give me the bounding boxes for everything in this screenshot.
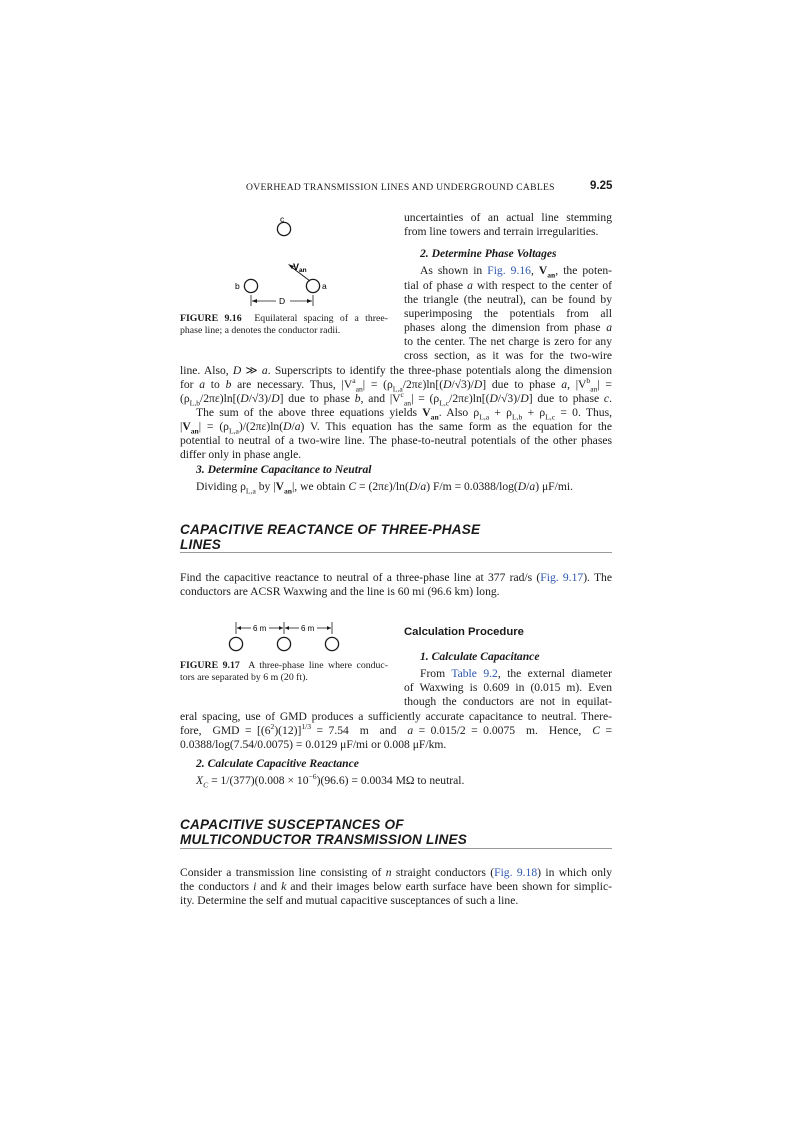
section-title-reactance: CAPACITIVE REACTANCE OF THREE-PHASE LINES (180, 522, 481, 552)
step2-full-line-4: The sum of the above three equations yields $V_{an}$. Also $\rho_{L,a} + \rho_{L,b} + \rho_{L,c} = 0$. Thus, (196, 406, 613, 422)
conductor-1 (229, 637, 242, 650)
step2-line-6: to the center. The net charge is zero for any (404, 335, 612, 348)
step2-line-2: tial of phase a with respect to the center of (404, 279, 612, 292)
calc-step-2-text: $X_C = 1/(377)(0.008 \times 10^{-6})(96.6) = 0.0034$ MΩ to neutral. (196, 772, 465, 790)
conductor-a (306, 279, 319, 292)
conductor-c (277, 222, 290, 235)
susceptance-line-2: the conductors i and k and their images below earth surface have been shown for simplic- (180, 880, 612, 893)
figure-9-17-caption: FIGURE 9.17 A three-phase line where conduc- tors are separated by 6 m (20 ft). (180, 660, 389, 684)
section-rule-2 (180, 848, 612, 849)
step2-line-5: phases along the dimension from phase a (404, 321, 612, 334)
table-9-2-link[interactable]: Table 9.2 (451, 667, 498, 680)
calculation-procedure-heading: Calculation Procedure (404, 626, 524, 638)
calc-full-line-3: 0.0388/log(7.54/0.0075) = 0.0129 μF/mi or 0.008 μF/km. (180, 738, 447, 751)
fig-9-16-link[interactable]: Fig. 9.16 (487, 264, 531, 277)
step2-full-line-2: for a to b are necessary. Thus, $|V^a_{an}| = (\rho_{L,a}/2\pi\varepsilon)\ln[(D/√3)/D]$ due to phase a, $|V^b_{an}|$ = (180, 376, 612, 394)
page-number: 9.25 (590, 180, 613, 192)
calc-step1-line-2: of Waxwing is 0.609 in (0.015 m). Even (404, 681, 612, 694)
step2-full-line-3: $(\rho_{L,b}/2\pi\varepsilon)\ln[(D/√3)/D]$ due to phase b, and $|V^c_{an}| = (\rho_{L,c}/2\pi\varepsilon)\ln[(D/√3)/D]$ due to phase c. (180, 390, 612, 408)
calc-full-line-2: fore, GMD = $[(6^2)(12)]^{1/3} = 7.54$ m and a = 0.015/2 = 0.0075 m. Hence, C = (180, 722, 612, 737)
step2-line-4: superimposing the potentials from all (404, 307, 612, 320)
step2-full-line-1: line. Also, D ≫ a. Superscripts to identify the three-phase potentials along the dimension (180, 364, 612, 377)
figure-9-17 (225, 620, 345, 662)
figure-9-16 (222, 210, 347, 312)
intro-line-1: uncertainties of an actual line stemming (404, 211, 612, 224)
running-header: OVERHEAD TRANSMISSION LINES AND UNDERGROUND CABLES (246, 182, 555, 193)
fig916-dim-d: D (279, 296, 286, 306)
step2-line-7: cross section, as it was for the two-wire (404, 349, 612, 362)
intro-line-2: from line towers and terrain irregularities. (404, 225, 599, 238)
fig917-dim-1: 6 m (253, 624, 267, 633)
conductor-2 (277, 637, 290, 650)
calc-step1-line-1: From Table 9.2, the external diameter (420, 667, 612, 680)
fig916-label-a: a (322, 281, 327, 291)
fig916-label-c: c (280, 214, 285, 224)
step-3-heading: 3. Determine Capacitance to Neutral (196, 463, 372, 476)
susceptance-line-3: ity. Determine the self and mutual capacitive susceptances of such a line. (180, 894, 519, 907)
step2-full-line-6: potential to neutral of a two-wire line. The phase-to-neutral potentials of the other phases (180, 434, 612, 447)
problem-line-1: Find the capacitive reactance to neutral of a three-phase line at 377 rad/s (Fig. 9.17). The (180, 571, 613, 584)
susceptance-line-1: Consider a transmission line consisting of n straight conductors (Fig. 9.18) in which only (180, 866, 613, 879)
calc-step-1-heading: 1. Calculate Capacitance (420, 650, 540, 663)
step2-full-line-5: $|V_{an}| = (\rho_{L,a})/(2\pi\varepsilon)\ln(D/a)$ V. This equation has the same form as the equation for the (180, 420, 612, 436)
fig917-dim-2: 6 m (301, 624, 315, 633)
step-3-text: Dividing $\rho_{L,a}$ by $|V_{an}|$, we obtain C = (2πε)/ln(D/a) F/m = 0.0388/log(D/a) μF/mi. (196, 480, 573, 496)
fig916-label-b: b (235, 281, 240, 291)
fig-9-18-link[interactable]: Fig. 9.18 (494, 866, 538, 879)
figure-9-16-caption: FIGURE 9.16 Equilateral spacing of a three- phase line; a denotes the conductor radii. (180, 313, 388, 337)
conductor-b (244, 279, 257, 292)
step-2-heading: 2. Determine Phase Voltages (420, 247, 557, 260)
calc-step1-line-3: though the conductors are not in equilat- (404, 695, 612, 708)
step2-full-line-7: differ only in phase angle. (180, 448, 302, 461)
fig916-label-van: $V_{an}$ (293, 262, 307, 274)
problem-line-2: conductors are ACSR Waxwing and the line is 60 mi (96.6 km) long. (180, 585, 500, 598)
step2-line-1: As shown in Fig. 9.16, $V_{an}$, the poten- (420, 264, 613, 280)
step2-line-3: the triangle (the neutral), can be found by (404, 293, 612, 306)
calc-step-2-heading: 2. Calculate Capacitive Reactance (196, 757, 359, 770)
section-title-susceptances: CAPACITIVE SUSCEPTANCES OF MULTICONDUCTOR TRANSMISSION LINES (180, 817, 468, 847)
calc-full-line-1: eral spacing, use of GMD produces a sufficiently accurate capacitance to neutral. There- (180, 710, 612, 723)
section-rule-1 (180, 552, 612, 553)
conductor-3 (325, 637, 338, 650)
fig-9-17-link[interactable]: Fig. 9.17 (540, 571, 584, 584)
